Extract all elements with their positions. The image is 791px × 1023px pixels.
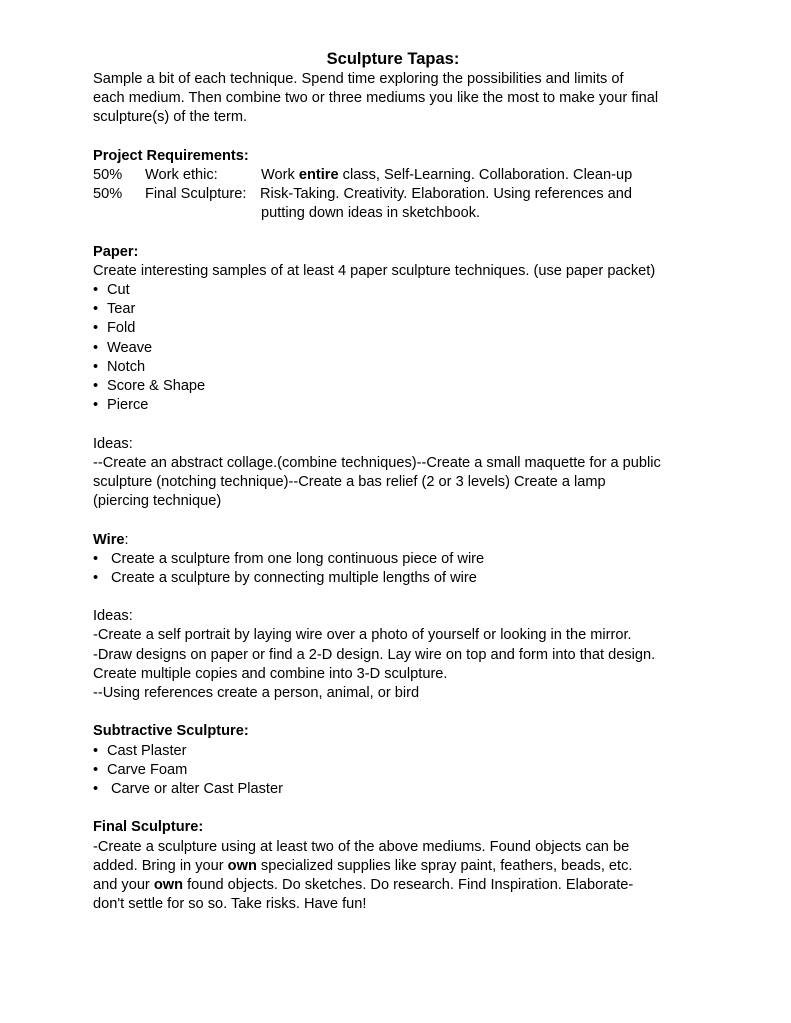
final-line: don't settle for so so. Take risks. Have fun!: [93, 896, 367, 913]
requirement-value: Risk-Taking. Creativity. Elaboration. Using references and: [260, 186, 633, 203]
requirement-percent: 50%: [93, 166, 123, 183]
page-title: Sculpture Tapas:: [326, 50, 460, 68]
paper-heading: Paper:: [93, 243, 139, 260]
requirement-row-work-ethic: [93, 166, 713, 185]
list-item: • Weave: [93, 339, 153, 356]
final-line: added. Bring in your own specialized supplies like spray paint, feathers, beads, etc.: [93, 857, 633, 874]
subtractive-heading: Subtractive Sculpture:: [93, 723, 249, 740]
final-heading: Final Sculpture:: [93, 819, 204, 836]
list-item: • Cut: [93, 282, 130, 299]
list-item: • Fold: [93, 320, 136, 337]
final-line: -Create a sculpture using at least two of the above mediums. Found objects can be: [93, 838, 630, 855]
list-item: • Create a sculpture from one long continuous piece of wire: [93, 550, 485, 567]
intro-line: sculpture(s) of the term.: [93, 109, 248, 126]
requirement-percent: 50%: [93, 186, 123, 203]
document-content: [93, 50, 713, 914]
list-item: • Create a sculpture by connecting multiple lengths of wire: [93, 569, 477, 586]
paper-idea-line: (piercing technique): [93, 493, 222, 510]
intro-line: Sample a bit of each technique. Spend time exploring the possibilities and limits of: [93, 71, 624, 87]
requirement-value: Work entire class, Self-Learning. Collaboration. Clean-up: [261, 166, 633, 183]
requirement-continuation: putting down ideas in sketchbook.: [261, 205, 481, 222]
list-item: • Notch: [93, 358, 146, 375]
final-line: and your own found objects. Do sketches. Do research. Find Inspiration. Elaborate-: [93, 876, 634, 893]
list-item: • Score & Shape: [93, 378, 206, 394]
requirement-row-final-sculpture: [93, 185, 713, 204]
wire-heading: Wire:: [93, 531, 129, 548]
requirement-label: Final Sculpture:: [145, 186, 247, 203]
wire-idea-line: Create multiple copies and combine into 3-D sculpture.: [93, 665, 448, 682]
wire-idea-line: --Using references create a person, animal, or bird: [93, 685, 420, 701]
requirements-heading: Project Requirements:: [93, 147, 249, 164]
paper-ideas-heading: Ideas:: [93, 435, 133, 452]
intro-line: each medium. Then combine two or three mediums you like the most to make your final: [93, 90, 659, 107]
list-item: • Pierce: [93, 397, 149, 414]
wire-ideas-heading: Ideas:: [93, 608, 133, 625]
list-item: • Carve Foam: [93, 761, 188, 778]
wire-idea-line: -Create a self portrait by laying wire over a photo of yourself or looking in the mirror.: [93, 627, 632, 644]
paper-technique-list: [93, 281, 713, 415]
list-item: • Tear: [93, 301, 136, 318]
wire-idea-line: -Draw designs on paper or find a 2-D design. Lay wire on top and form into that design.: [93, 646, 656, 663]
paper-description: Create interesting samples of at least 4 paper sculpture techniques. (use paper packet): [93, 262, 656, 279]
requirement-label: Work ethic:: [145, 166, 218, 183]
wire-technique-list: [93, 550, 713, 588]
paper-idea-line: sculpture (notching technique)--Create a bas relief (2 or 3 levels) Create a lamp: [93, 473, 606, 490]
paper-idea-line: --Create an abstract collage.(combine techniques)--Create a small maquette for a public: [93, 454, 661, 471]
list-item: • Cast Plaster: [93, 742, 187, 759]
list-item: • Carve or alter Cast Plaster: [93, 780, 283, 797]
